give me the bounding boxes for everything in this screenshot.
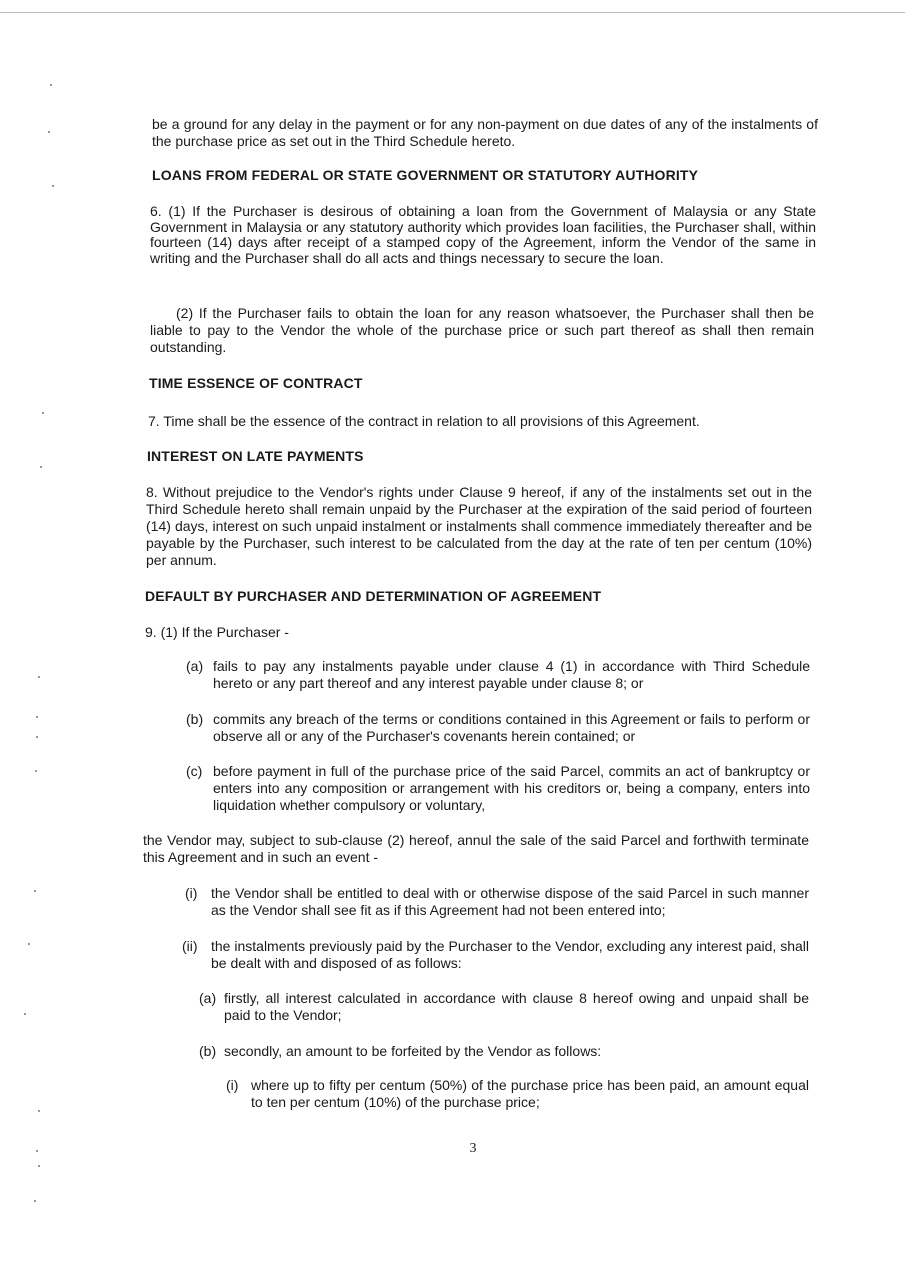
scan-speck [50,84,52,86]
item-a-text: fails to pay any instalments payable under clause 4 (1) in accordance with Third Schedule hereto or any part thereof and any interest payable under clause 8; or [213,658,810,691]
heading-loans: LOANS FROM FEDERAL OR STATE GOVERNMENT OR STATUTORY AUTHORITY [152,167,699,183]
clause-6-1: 6. (1) If the Purchaser is desirous of obtaining a loan from the Government of Malaysia or any State Government in Malaysia or any statutory authority which provides loan facilities, the Purchaser shall, within fourteen (14) days after receipt of a stamped copy of the Agreement, inform the Vendor of the same in writing and the Purchaser shall do all acts and things necessary to secure the loan. [150,203,816,266]
sub-b-i-label: (i) [226,1077,239,1093]
item-i-label: (i) [185,885,198,901]
scan-speck [38,1110,40,1112]
scan-speck [40,466,42,468]
scan-speck [42,412,44,414]
heading-default: DEFAULT BY PURCHASER AND DETERMINATION OF AGREEMENT [145,588,602,604]
sub-b-i-text: where up to fifty per centum (50%) of the purchase price has been paid, an amount equal to ten per centum (10%) of the purchase price; [251,1077,809,1110]
scan-speck [35,770,37,772]
sub-a-label: (a) [199,990,217,1006]
clause-9-1: 9. (1) If the Purchaser - [145,624,289,640]
scan-speck [36,1150,38,1152]
item-i-text: the Vendor shall be entitled to deal with or otherwise dispose of the said Parcel in such manner as the Vendor shall see fit as if this Agreement had not been entered into; [211,885,809,918]
sub-b-text: secondly, an amount to be forfeited by the Vendor as follows: [224,1043,602,1059]
sub-b-label: (b) [199,1043,217,1059]
intro-paragraph: be a ground for any delay in the payment or for any non-payment on due dates of any of the instalments of the purchase price as set out in the Third Schedule hereto. [152,116,818,149]
scan-speck [28,943,30,945]
vendor-paragraph: the Vendor may, subject to sub-clause (2) hereof, annul the sale of the said Parcel and forthwith terminate this Agreement and in such an event - [143,832,809,865]
sub-a-text: firstly, all interest calculated in accordance with clause 8 hereof owing and unpaid shall be paid to the Vendor; [224,990,809,1023]
heading-time: TIME ESSENCE OF CONTRACT [149,375,363,391]
top-border-line [0,12,905,13]
item-c-text: before payment in full of the purchase price of the said Parcel, commits an act of bankruptcy or enters into any composition or arrangement with his creditors or, being a company, enters into liquidation whether compulsory or voluntary, [213,763,810,813]
item-b-label: (b) [186,711,204,727]
scan-speck [34,890,36,892]
page-number: 3 [469,1141,477,1156]
clause-6-2: (2) If the Purchaser fails to obtain the loan for any reason whatsoever, the Purchaser shall then be liable to pay to the Vendor the whole of the purchase price or such part thereof as shall then remain outstanding. [150,305,814,355]
heading-interest: INTEREST ON LATE PAYMENTS [147,448,364,464]
item-a-label: (a) [186,658,204,674]
item-ii-label: (ii) [182,938,198,954]
item-b-text: commits any breach of the terms or conditions contained in this Agreement or fails to perform or observe all or any of the Purchaser's covenants herein contained; or [213,711,810,744]
scan-speck [52,185,54,187]
item-ii-text: the instalments previously paid by the Purchaser to the Vendor, excluding any interest paid, shall be dealt with and disposed of as follows: [211,938,809,971]
scan-speck [36,716,38,718]
scan-speck [38,676,40,678]
item-c-label: (c) [186,763,203,779]
scan-speck [48,131,50,133]
scan-speck [38,1165,40,1167]
clause-8: 8. Without prejudice to the Vendor's rights under Clause 9 hereof, if any of the instalments set out in the Third Schedule hereto shall remain unpaid by the Purchaser at the expiration of the said period of fourteen (14) days, interest on such unpaid instalment or instalments shall commence immediately thereafter and be payable by the Purchaser, such interest to be calculated from the day at the rate of ten per centum (10%) per annum. [146,484,812,568]
scan-speck [24,1013,26,1015]
scan-speck [36,736,38,738]
scan-speck [34,1200,36,1202]
clause-7: 7. Time shall be the essence of the contract in relation to all provisions of this Agreement. [148,413,700,429]
